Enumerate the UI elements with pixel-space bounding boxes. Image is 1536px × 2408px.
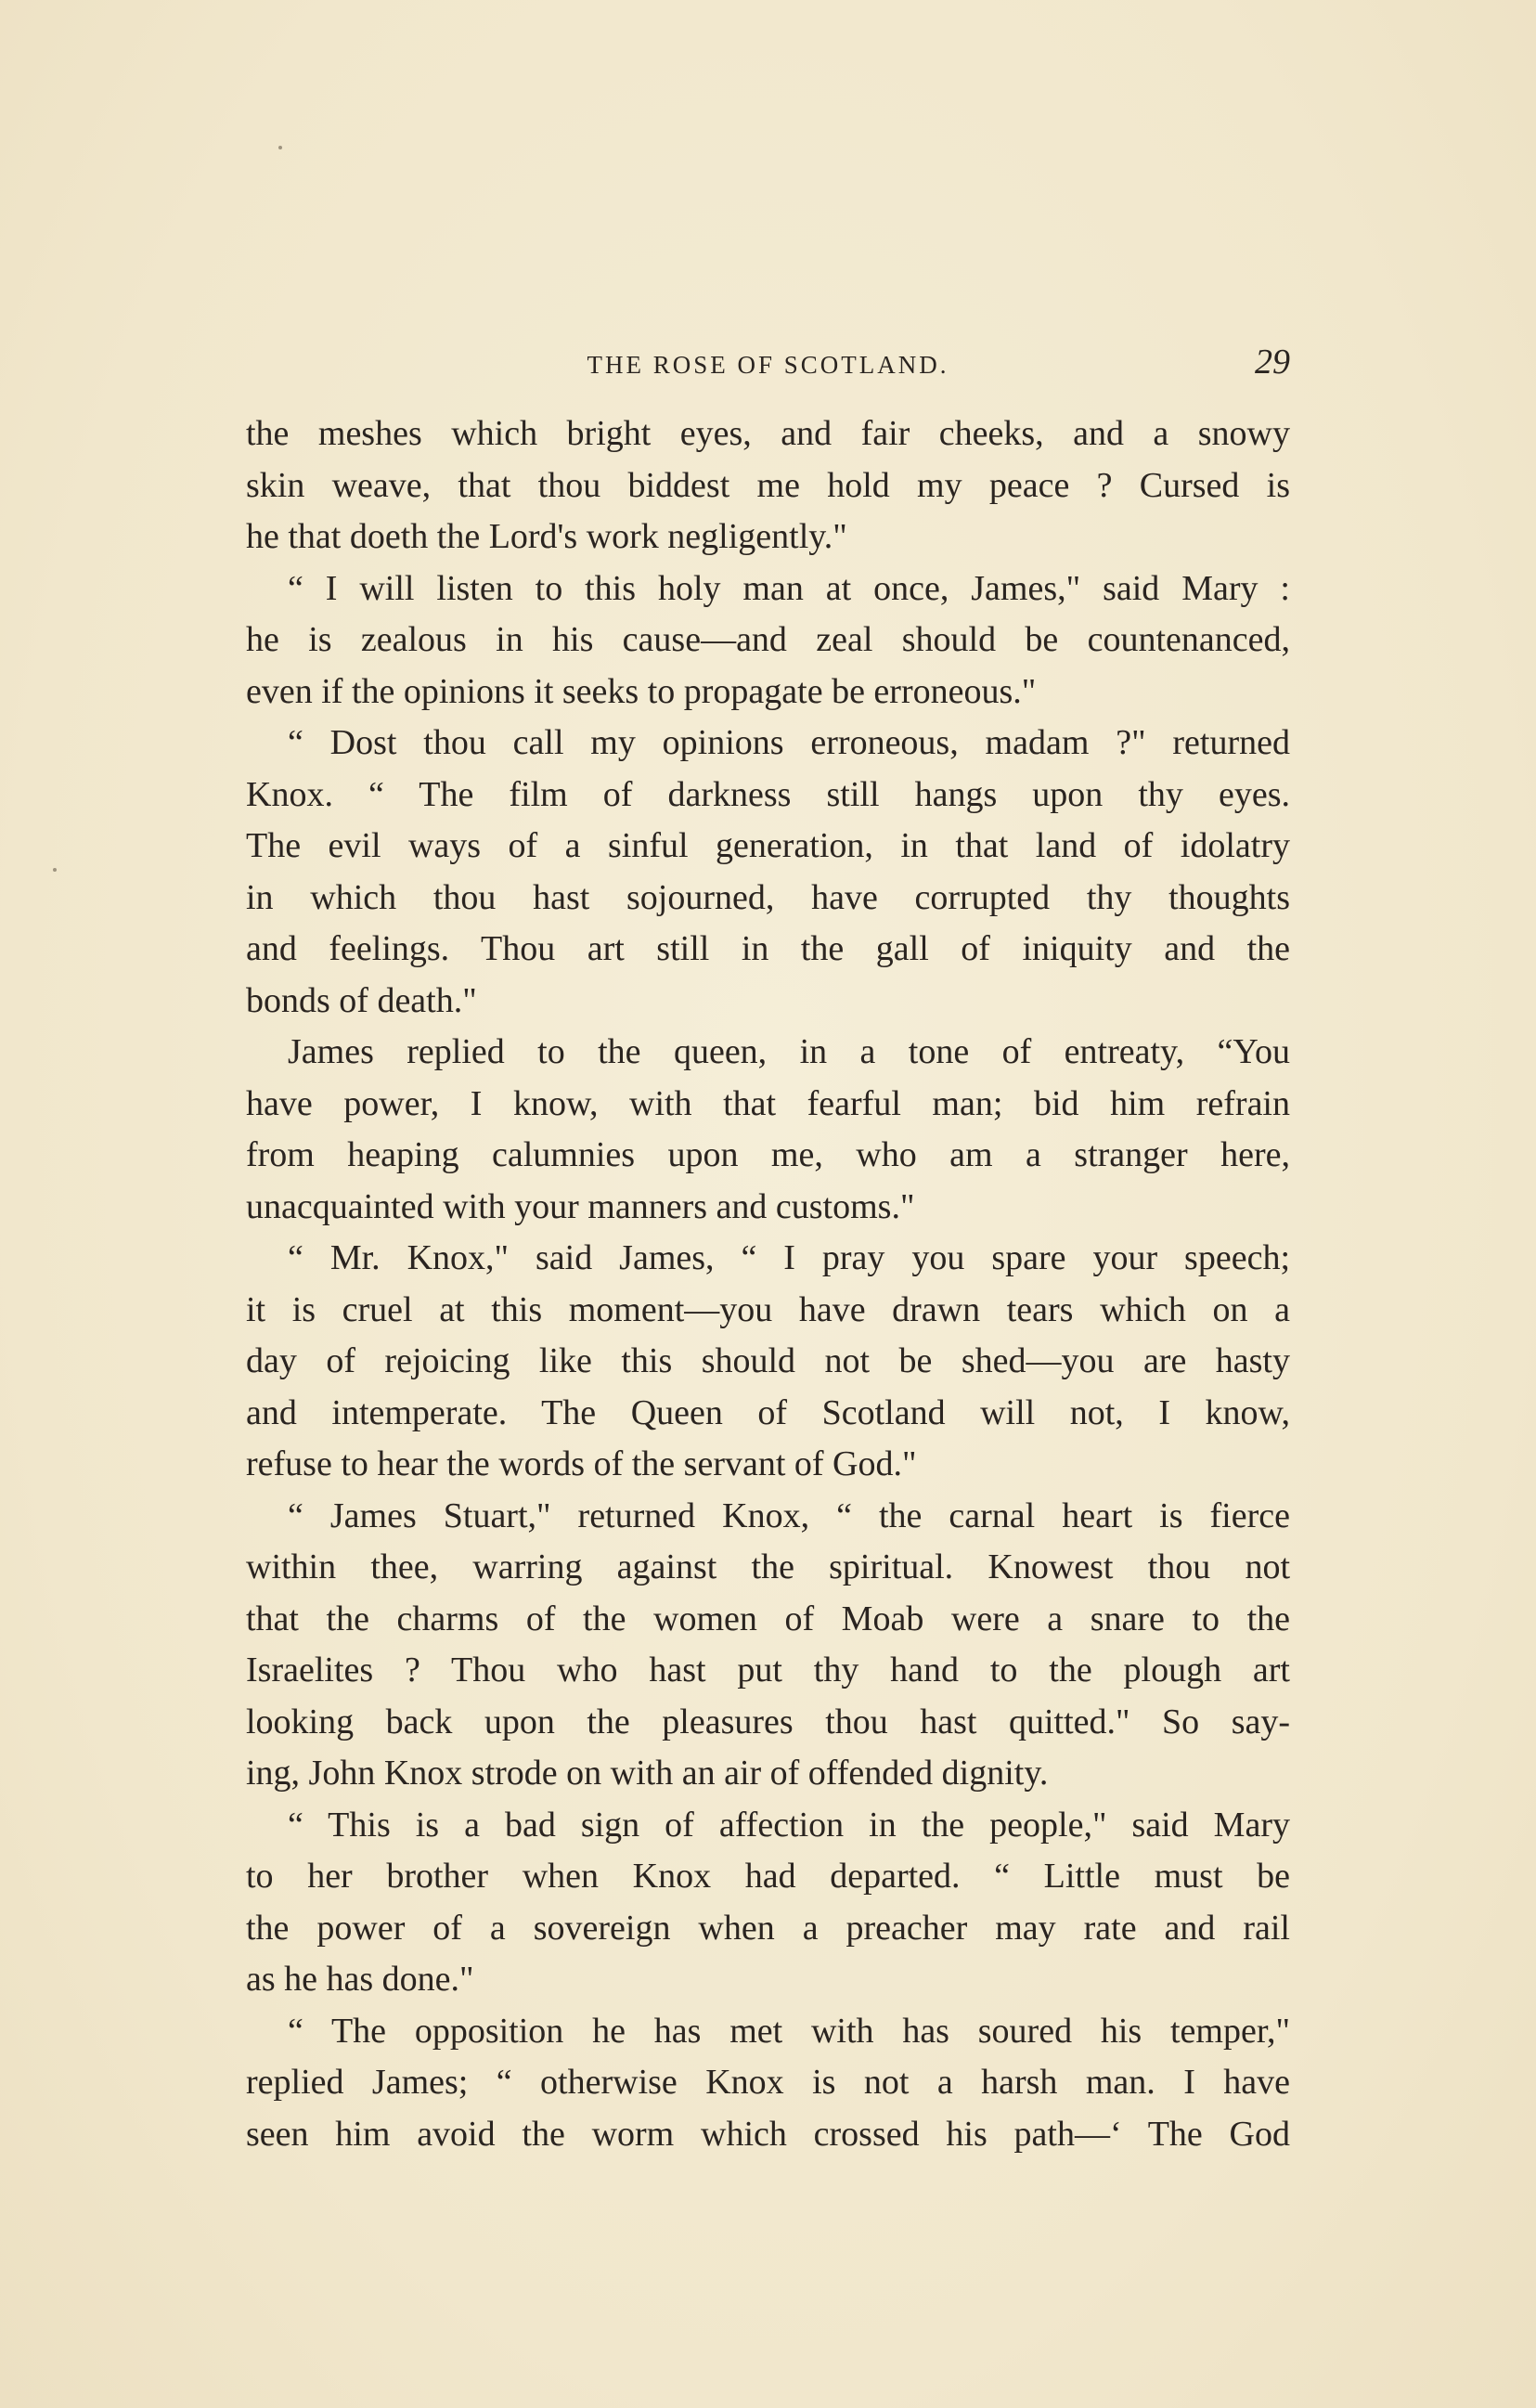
text-line: even if the opinions it seeks to propagate be erroneous." xyxy=(246,671,1037,711)
text-line: bonds of death." xyxy=(246,980,477,1020)
running-head: THE ROSE OF SCOTLAND. xyxy=(587,351,949,379)
text-line: “ Dost thou call my opinions erroneous, madam ?" returned xyxy=(288,723,1290,762)
text-line: and intemperate. The Queen of Scotland will not, I know, xyxy=(246,1392,1290,1432)
text-line: have power, I know, with that fearful man; bid him refrain xyxy=(246,1083,1290,1123)
text-line: Israelites ? Thou who hast put thy hand to the plough art xyxy=(246,1651,1290,1689)
text-line: the power of a sovereign when a preacher may rate and rail xyxy=(246,1908,1290,1948)
text-line: the meshes which bright eyes, and fair cheeks, and a snowy xyxy=(246,414,1290,453)
text-line: seen him avoid the worm which crossed his path—‘ The God xyxy=(246,2114,1290,2154)
text-line: in which thou hast sojourned, have corrupted thy thoughts xyxy=(246,877,1290,917)
text-line: “ This is a bad sign of affection in the people," said Mary xyxy=(288,1805,1290,1845)
text-line: unacquainted with your manners and customs." xyxy=(246,1186,915,1226)
text-line: as he has done." xyxy=(246,1960,474,1999)
text-line: it is cruel at this moment—you have drawn tears which on a xyxy=(246,1289,1290,1329)
text-line: that the charms of the women of Moab were a snare to the xyxy=(246,1599,1290,1638)
text-line: replied James; “ otherwise Knox is not a harsh man. I have xyxy=(246,2063,1290,2102)
page-header xyxy=(246,342,1290,388)
text-line: within thee, warring against the spiritual. Knowest thou not xyxy=(246,1547,1290,1586)
text-line: to her brother when Knox had departed. “ Little must be xyxy=(246,1857,1290,1896)
text-line: he is zealous in his cause—and zeal should be countenanced, xyxy=(246,620,1290,659)
body-text xyxy=(246,408,1290,2160)
text-line: refuse to hear the words of the servant of God." xyxy=(246,1444,917,1483)
page-number: 29 xyxy=(1255,343,1290,382)
text-line: looking back upon the pleasures thou hast quitted." So say- xyxy=(246,1702,1290,1741)
text-line: James replied to the queen, in a tone of entreaty, “You xyxy=(288,1032,1290,1071)
text-line: “ The opposition he has met with has soured his temper," xyxy=(288,2011,1290,2051)
paper-speck xyxy=(278,146,282,149)
text-line: Knox. “ The film of darkness still hangs upon thy eyes. xyxy=(246,774,1290,814)
text-line: skin weave, that thou biddest me hold my peace ? Cursed is xyxy=(246,465,1290,505)
text-line: “ I will listen to this holy man at once, James," said Mary : xyxy=(288,568,1290,608)
text-line: he that doeth the Lord's work negligently." xyxy=(246,517,847,556)
text-line: day of rejoicing like this should not be shed—you are hasty xyxy=(246,1341,1290,1380)
text-line: “ James Stuart," returned Knox, “ the carnal heart is fierce xyxy=(288,1495,1290,1535)
text-line: from heaping calumnies upon me, who am a stranger here, xyxy=(246,1135,1290,1174)
text-line: and feelings. Thou art still in the gall of iniquity and the xyxy=(246,929,1290,968)
text-line: “ Mr. Knox," said James, “ I pray you spare your speech; xyxy=(288,1238,1290,1277)
paper-speck xyxy=(53,868,57,872)
text-line: The evil ways of a sinful generation, in that land of idolatry xyxy=(246,826,1290,865)
text-line: ing, John Knox strode on with an air of offended dignity. xyxy=(246,1754,1049,1793)
